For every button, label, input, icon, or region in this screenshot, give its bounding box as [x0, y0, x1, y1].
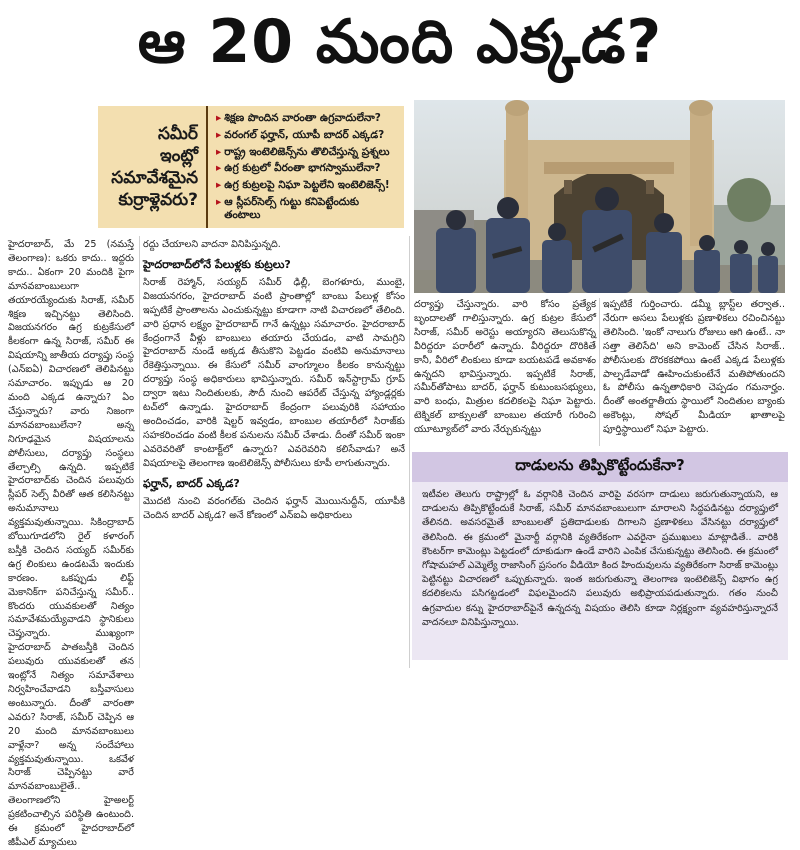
article-column-1 — [8, 238, 134, 848]
news-photo — [414, 100, 785, 293]
article-paragraph: రద్దు చేయాలని వాదనా వినిపిస్తున్నది. — [143, 239, 281, 250]
kicker-bullet: ▸ శిక్షణ పొందిన వారంతా ఉగ్రవాదులేనా? — [216, 112, 396, 125]
sidebar-title: దాడులను తిప్పికొట్టేందుకేనా? — [412, 452, 788, 482]
charminar-police-photo — [414, 100, 785, 293]
article-column-2 — [143, 238, 405, 668]
kicker-title — [98, 106, 208, 228]
kicker-bullet: ▸ ఉగ్ర కుట్రలపై నిఘా పెట్టలేని ఇంటెలిజెన్స్! — [216, 179, 396, 192]
column-divider — [139, 236, 140, 668]
article-column-3 — [414, 298, 596, 446]
kicker-box — [98, 106, 404, 228]
column-divider — [599, 298, 600, 446]
column-divider — [409, 236, 410, 668]
headline: ఆ 20 మంది ఎక్కడ? — [137, 7, 663, 77]
kicker-bullets — [208, 106, 404, 228]
article-paragraph: సిరాజ్ రెహ్మాన్, సయ్యద్ సమీర్ ఢిల్లీ, బెంగళూరు, ముంబై, విజయనగరం, హైదరాబాద్ వంటి ప్రాంతాల్లో బాంబు పేలుళ్ల కోసం ఇప్పటికే ప్రాంతాలను ఎంచుకున్నట్టు కూడాగా నాటి విచారణలో తేలింది. వారి ప్రధాన లక్ష్యం హైదరాబాద్ గానే ఉన్నట్లు సమాచారం. హైదరాబాద్ కేంద్రంగానే వీళ్లు బాంబులు తయారు చేయడం, వాటి సామగ్రిని హైదరాబాద్ నుండే అక్కడ తీసుకొని పెట్టడం వంటివి అనుమానాలు రేకెత్తిస్తున్నాయి. ఈ కేసులో సమీర్ వాంగ్మూలం కీలకం కానున్నట్టు దర్యాప్తు సంస్థ అధికారులు భావిస్తున్నారు. సమీర్ ఇన్‌స్టాగ్రామ్ గ్రూప్ ద్వారా ఇటు నిందితులకు, సౌదీ నుంచి ఆపరేట్ చేస్తున్న హ్యాండ్లర్లకు టచ్‌లో ఉన్నాడు. హైదరాబాద్ కేంద్రంగా పలువురికి సహాయం అందించడం, వారికి షెల్టర్ ఇవ్వడం, బాంబుల తయారీలో సిరాజ్‌కు సహకరించడం వంటి కీలక పనులను సమీర్ చేశాడు. దీంతో సమీర్ ఇంకా ఎవరెవరితో కాంటాక్ట్‌లో ఉన్నారు? ఎవరెవరిని కలిసేవాడు? అనే విషయాలపై తెలంగాణ ఇంటెలిజెన్స్ పోలీసులు కూపీ లాగుతున్నారు. — [143, 276, 405, 469]
article-paragraph: హైదరాబాద్, మే 25 (నమస్తే తెలంగాణ): ఒకరు కాదు.. ఇద్దరు కాదు.. ఏకంగా 20 మందికి పైగా మానవబాంబులుగా తయారయ్యేందుకు సిరాజ్, సమీర్ శిక్షణ ఇచ్చినట్టు తెలిసింది. విజయనగరం ఉగ్ర కుట్రకేసులో కీలకంగా ఉన్న సిరాజ్, సమీర్ ఈ విషయాన్ని జాతీయ దర్యాప్తు సంస్థ (ఎన్ఐఏ) విచారణలో తెలిపినట్టు సమాచారం. ఇప్పుడు ఆ 20 మంది ఎక్కడ ఉన్నారు? ఏం చేస్తున్నారు? వారు నిజంగా మానవబాంబులేనా? అన్న నిగూఢమైన విషయాలను పోలీసులు, దర్యాప్తు సంస్థలు తేల్చాల్సి ఉన్నది. ఇప్పటికే హైదరాబాద్‌కు చెందిన పలువురు స్లీపర్ సెల్స్ వీరితో ఆత కలిసినట్టు అనుమానాలు వ్యక్తమవుతున్నాయి. సికింద్రాబాద్ బోయిగూడలోని రైల్ కళారంగ్ బస్తీకి చెందిన సయ్యద్ సమీర్‌కు ఉగ్ర లింకులు ఉండటమే ఇందుకు కారణం. ఒకప్పుడు లిఫ్ట్ మెకానిక్‌గా పనిచేస్తున్న సమీర్.. కొందరు యువకులతో నిత్యం సమావేశమయ్యేవాడని స్థానికులు చెప్తున్నారు. ముఖ్యంగా హైదరాబాద్ పాతబస్తీకి చెందిన పలువురు యువకులతో తన ఇంట్లోనే నిత్యం సమావేశాలు నిర్వహించేవాడని బస్తీవాసులు అంటున్నారు. దీంతో వారంతా ఎవరు? సిరాజ్, సమీర్ చెప్పిన ఆ 20 మంది మానవబాంబులు వాళ్లేనా? అన్న సందేహాలు వ్యక్తమవుతున్నాయి. ఒకవేళ సిరాజ్ చెప్పినట్టు వారే మానవబాంబులైతే.. తెలంగాణలోని హైఅలర్ట్ ప్రకటించాల్సిన పరిస్థితి ఉంటుంది. ఈ క్రమంలో హైదరాబాద్‌లో జీపీఎల్ మ్యాచులు — [8, 239, 134, 848]
article-paragraph: మొదటి నుంచి వరంగల్‌కు చెందిన ఫర్హాన్ మొయినుద్దీన్, యూపీకి చెందిన బాదర్ ఎక్కడ? అనే కోణంలో ఎన్ఐఏ అధికారులు — [143, 495, 405, 521]
article-paragraph: దర్యాప్తు చేస్తున్నారు. వారి కోసం ప్రత్యేక బృందాలతో గాలిస్తున్నారు. ఉగ్ర కుట్రల కేసులో సిరాజ్, సమీర్ అరెస్టు అయ్యారని తెలుసుకొన్న వీరిద్దరూ పరారీలో ఉన్నారు. వీరిద్దరూ దొరికితే కానీ, వీరిలో లింకులు కూడా బయటపడే అవకాశం ఉన్నదని భావిస్తున్నారు. ఇప్పటికే సిరాజ్, సమీర్‌తోపాటు బాదర్, ఫర్హాన్ కుటుంబసభ్యులు, వారి బంధు, మిత్రుల కదలికలపై నిఘా పెట్టారు. టెక్నికల్ బాక్సులతో బాంబుల తయారీ గురించి యూట్యూబ్‌లో వారు నేర్చుకున్నట్టు — [414, 299, 596, 436]
article-paragraph: ఇప్పటికే గుర్తించారు. డమ్మీ బ్లాస్ట్‌ల తర్వాత.. నేరుగా అసలు పేలుళ్లకు ప్రణాళికలు రచించినట్టు తెలిసింది. 'ఇంకో నాలుగు రోజులు ఆగి ఉంటే.. నా సత్తా తెలిసేది' అని కామెంట్ చేసిన సిరాజ్.. పోలీసులకు దొరకకపోయి ఉంటే ఎక్కడ పేలుళ్లకు పాల్పడేవాడో ఊహించుకుంటేనే మతిపోతుందని ఓ పోలీసు ఉన్నతాధికారి చెప్పడం గమనార్హం. దీంతో అంతర్జాతీయ స్థాయిలో నిందితుల బ్యాంకు అకౌంట్లు, సోషల్ మీడియా ఖాతాలపై పూర్తిస్థాయిలో నిఘా పెట్టారు. — [603, 299, 785, 436]
kicker-line: ఇంట్లో — [160, 146, 198, 166]
kicker-bullet: ▸ రాష్ట్ర ఇంటెలిజెన్స్‌ను తొలిచేస్తున్న ప్రశ్నలు — [216, 146, 396, 159]
kicker-line: సమీర్ — [157, 124, 198, 144]
kicker-bullet: ▸ వరంగల్ ఫర్హాన్, యూపీ బాదర్ ఎక్కడ? — [216, 129, 396, 142]
article-column-4 — [603, 298, 785, 446]
sidebar-box — [412, 452, 788, 660]
section-subhead: ఫర్హాన్, బాదర్ ఎక్కడ? — [143, 476, 240, 490]
kicker-line: కుర్రాళ్లెవరు? — [118, 190, 198, 210]
kicker-bullet: ▸ ఆ స్లీపర్‌సెల్స్ గుట్టు కనిపెట్టేందుకు తంటాలు — [216, 196, 396, 222]
section-subhead: హైదరాబాద్‌లోనే పేలుళ్లకు కుట్రలు? — [143, 257, 291, 271]
sidebar-body: ఇటీవల తెలుగు రాష్ట్రాల్లో ఓ వర్గానికి చెందిన వారిపై వరసగా దాడులు జరుగుతున్నాయని, ఆ దాడులను తిప్పికొట్టేందుకే సిరాజ్, సమీర్ మానవబాంబులుగా మారాలని సిద్ధపడినట్టు దర్యాప్తులో తేలినది. అవసరమైతే బాంబులతో ప్రతిదాడులకు దిగాలని ప్రణాళికలు వేసినట్టు దర్యాప్తులో తెలిసింది. ఈ క్రమంలో మైనార్టీ వర్గానికి వ్యతిరేకంగా ఎవరైనా ప్రముఖులు మాట్లాడితే.. వారికి కౌంటర్‌గా కామెంట్లు పెట్టడంలో దూకుడుగా ఉండే వారిని ఎంపిక చేసుకున్నట్టు తెలిసింది. ఈ క్రమంలో గోషామహల్ ఎమ్మెల్యే రాజాసింగ్ ప్రసంగం వీడియో కింద హిందువులను వ్యతిరేకంగా సిరాజ్ కామెంట్లు పెట్టినట్టు విచారణలో ఒప్పుకున్నారు. ఇంత జరుగుతున్నా తెలంగాణ ఇంటెలిజెన్స్ విభాగం ఉగ్ర కదలికలను పసిగట్టడంలో విఫలమైందని పలువురు అభిప్రాయపడుతున్నారు. గతం నుంచీ ఉగ్రవాదుల కన్ను హైదరాబాద్‌పైనే ఉన్నదన్న విషయం తెలిసి కూడా నిర్లక్ష్యంగా వ్యవహరిస్తున్నారనే వాదనలూ వినిపిస్తున్నాయి. — [422, 489, 778, 628]
kicker-line: సమావేశమైన — [111, 168, 198, 188]
kicker-bullet: ▸ ఉగ్ర కుట్రలో వీరంతా భాగస్వాములేనా? — [216, 162, 396, 175]
